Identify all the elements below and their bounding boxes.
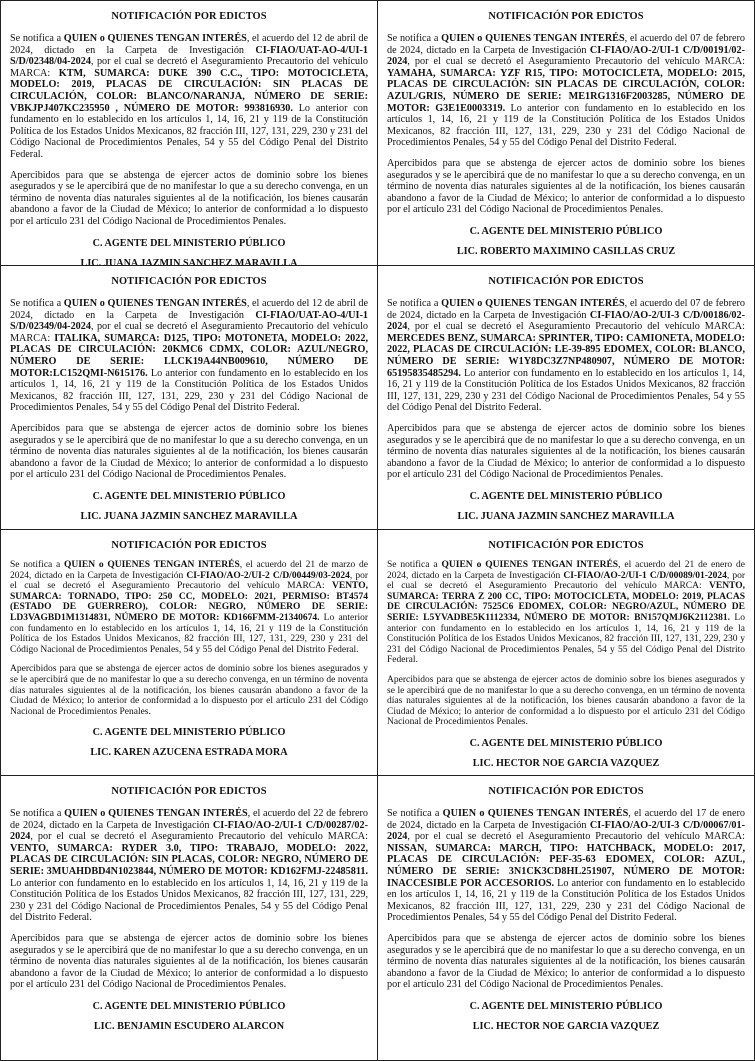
notice-title: NOTIFICACIÓN POR EDICTOS (488, 11, 644, 22)
notice-legal: Lo anterior con fundamento en lo establecido en los artículos 1, 14, 16, 21 y 119 de la Constitución Política de los Estados Unidos Mexicanos, 82 fracción III, 127, 131, 229, 230 y 231 del Código Nacional de Procedimientos Penales, 54 y 55 del Código Penal del Distrito Federal. (387, 102, 745, 149)
notice-intro: Se notifica a (387, 560, 442, 570)
notice-signer: LIC. JUANA JAZMIN SANCHEZ MARAVILLA (457, 510, 675, 522)
notice-party: QUIEN o QUIENES TENGAN INTERÉS (63, 560, 240, 570)
notice-text: , el acuerdo del 22 de febrero de 2024, dictado en la Carpeta de Investigación (10, 808, 369, 831)
notice-warning: Apercibidos para que se abstenga de ejercer actos de dominio sobre los bienes asegurados y se le apercibirá que de no manifestar lo que a su derecho convenga, en un término de noventa días naturales siguientes al de la notificación, los bienes causarán abandono a favor de la Ciudad de México; lo anterior de conformidad a lo dispuesto por el artículo 231 del Código Nacional de Procedimientos Penales. (10, 169, 368, 227)
notice-legal: Lo anterior con fundamento en lo establecido en los artículos 1, 14, 16, 21 y 119 de la Constitución Política de los Estados Unidos Mexicanos, 82 fracción III, 127, 131, 229, 230 y 231 del Código Nacional de Procedimientos Penales, 54 y 55 del Código Penal del Distrito Federal. (387, 877, 745, 924)
notice-party: QUIEN o QUIENES TENGAN INTERÉS (64, 808, 248, 819)
notice-intro: Se notifica a (387, 298, 442, 309)
notice-legal: Lo anterior con fundamento en lo establecido en los artículos 1, 14, 16, 21 y 119 de la Constitución Política de los Estados Unidos Mexicanos, 82 fracción III, 127, 131, 229, 230 y 231 del Código Nacional de Procedimientos Penales, 54 y 55 del Código Penal del Distrito Federal. (10, 367, 368, 414)
notice-title: NOTIFICACIÓN POR EDICTOS (488, 540, 644, 551)
notice-warning: Apercibidos para que se abstenga de ejercer actos de dominio sobre los bienes asegurados y se le apercibirá que de no manifestar lo que a su derecho convenga, en un término de noventa días naturales siguientes al de la notificación, los bienes causarán abandono a favor de la Ciudad de México; lo anterior de conformidad a lo dispuesto por el artículo 231 del Código Nacional de Procedimientos Penales. (387, 932, 745, 991)
notice-role: C. AGENTE DEL MINISTERIO PÚBLICO (92, 1000, 286, 1012)
notice-party: QUIEN o QUIENES TENGAN INTERÉS (63, 33, 247, 44)
notice-legal: Lo anterior con fundamento en lo establecido en los artículos 1, 14, 16, 21 y 119 de la Constitución Política de los Estados Unidos Mexicanos, 82 fracción III, 127, 131, 229, 230 y 231 del Código Nacional de Procedimientos Penales, 54 y 55 del Código Penal del Distrito Federal. (10, 102, 368, 160)
notice-role: C. AGENTE DEL MINISTERIO PÚBLICO (92, 490, 286, 502)
notice-title: NOTIFICACIÓN POR EDICTOS (111, 11, 267, 22)
notice-text: , por el cual se decretó el Aseguramiento Precautorio del vehículo MARCA: (10, 321, 368, 344)
notice-party: QUIEN o QUIENES TENGAN INTERÉS (441, 33, 625, 44)
notice-signer: LIC. JUANA JAZMIN SANCHEZ MARAVILLA (80, 510, 298, 522)
notice-card (0, 0, 378, 266)
notice-text: , el acuerdo del 12 de abril de 2024, dictado en la Carpeta de Investigación (10, 298, 369, 321)
notice-intro: Se notifica a (387, 808, 443, 819)
notice-body (10, 33, 368, 161)
notice-card (377, 775, 755, 1061)
notice-title: NOTIFICACIÓN POR EDICTOS (111, 276, 267, 287)
notice-legal: Lo anterior con fundamento en lo establecido en los artículos 1, 14, 16, 21 y 119 de la Constitución Política de los Estados Unidos Mexicanos, 82 fracción III, 127, 131, 229, 230 y 231 del Código Nacional de Procedimientos Penales, 54 y 55 del Código Penal del Distrito Federal. (10, 877, 368, 924)
notice-role: C. AGENTE DEL MINISTERIO PÚBLICO (469, 737, 663, 749)
notice-text: , por el cual se decretó el Aseguramiento Precautorio del vehículo MARCA: (407, 831, 745, 843)
notice-vehicle: YAMAHA, SUMARCA: YZF R15, TIPO: MOTOCICLETA, MODELO: 2015, PLACAS DE CIRCULACIÓN: SIN PLACAS DE CIRCULACIÓN, COLOR: AZUL/GRIS, NÚMERO DE SERIE: ME1RG1316F2003285, NÚMERO DE MOTOR: G3E1E0003319. (387, 67, 745, 114)
notice-folder: CI-FIAO/AO-2/UI-1 C/D/00191/02-2024 (387, 44, 745, 68)
notice-text: , el acuerdo del 17 de enero de 2024, dictado en la Carpeta de Investigación (387, 808, 746, 831)
notice-role: C. AGENTE DEL MINISTERIO PÚBLICO (469, 1000, 663, 1012)
notice-body (387, 560, 745, 666)
notice-signer: LIC. HECTOR NOE GARCIA VAZQUEZ (472, 1020, 660, 1032)
notice-body (10, 298, 368, 414)
notice-legal: Lo anterior con fundamento en lo establecido en los artículos 1, 14, 16, 21 y 119 de la Constitución Política de los Estados Unidos Mexicanos, 82 fracción III, 127, 131, 229, 230 y 231 del Código Nacional de Procedimientos Penales, 54 y 55 del Código Penal del Distrito Federal. (387, 612, 745, 666)
notice-warning: Apercibidos para que se abstenga de ejercer actos de dominio sobre los bienes asegurados y se le apercibirá que de no manifestar lo que a su derecho convenga, en un término de noventa días naturales siguientes al de la notificación, los bienes causarán abandono a favor de la Ciudad de México; lo anterior de conformidad a lo dispuesto por el artículo 231 del Código Nacional de Procedimientos Penales. (10, 932, 368, 991)
notice-folder: CI-FIAO/AO-2/UI-3 C/D/00067/01-2024 (387, 819, 745, 843)
notice-party: QUIEN o QUIENES TENGAN INTERÉS (442, 808, 629, 819)
notice-warning: Apercibidos para que se abstenga de ejercer actos de dominio sobre los bienes asegurados y se le apercibirá que de no manifestar lo que a su derecho convenga, en un término de noventa días naturales siguientes al de la notificación, los bienes causarán abandono a favor de la Ciudad de México; lo anterior de conformidad a lo dispuesto por el artículo 231 del Código Nacional de Procedimientos Penales. (387, 157, 745, 216)
notice-intro: Se notifica a (387, 33, 442, 44)
notice-body (387, 33, 745, 149)
notice-text: , por el cual se decretó el Aseguramiento Precautorio del vehículo MARCA: (407, 321, 745, 333)
notice-folder: CI-FIAO/AO-2/UI-2 C/D/00449/03-2024 (186, 570, 350, 581)
notice-text: , el acuerdo del 07 de febrero de 2024, dictado en la Carpeta de Investigación (387, 298, 746, 321)
notice-folder: CI-FIAO/AO-2/UI-1 C/D/00089/01-2024 (563, 570, 727, 581)
notice-text: , el acuerdo del 21 de enero de 2024, dictado en la Carpeta de Investigación (387, 560, 746, 581)
notice-vehicle: MERCEDES BENZ, SUMARCA: SPRINTER, TIPO: CAMIONETA, MODELO: 2022, PLACAS DE CIRCULACIÓN: LE-39-895 EDOMEX, COLOR: BLANCO, NÚMERO DE SERIE: W1Y8DC3Z7NP480907, NÚMERO DE MOTOR: 65195835485294. (387, 332, 745, 379)
notice-role: C. AGENTE DEL MINISTERIO PÚBLICO (469, 490, 663, 502)
notice-body (10, 808, 368, 924)
notice-vehicle: VENTO, SUMARCA: TERRA Z 200 CC, TIPO: MOTOCICLETA, MODELO: 2019, PLACAS DE CIRCULACIÓN: 7525C6 EDOMEX, COLOR: NEGRO/AZUL, NÚMERO DE SERIE: L5YVADBE5K1112334, NÚMERO DE MOTOR: BN157QMJ6K2112381. (387, 581, 745, 623)
notice-body (387, 808, 745, 924)
notice-text: , el acuerdo del 07 de febrero de 2024, dictado en la Carpeta de Investigación (387, 33, 746, 56)
notice-title: NOTIFICACIÓN POR EDICTOS (111, 540, 267, 551)
notice-vehicle: KTM, SUMARCA: DUKE 390 C.C., TIPO: MOTOCICLETA, MODELO: 2019, PLACAS DE CIRCULACIÓN: SIN PLACAS DE CIRCULACIÓN, COLOR: BLANCO/NARANJA, NÚMERO DE SERIE: VBKJPJ407KC235950 , NÚMERO DE MOTOR: 993816930. (10, 67, 368, 114)
notice-body (10, 560, 368, 655)
notice-vehicle: VENTO, SUMARCA: TORNADO, TIPO: 250 CC, MODELO: 2021, PERMISO: BT4574 (ESTADO DE GUERRERO), COLOR: NEGRO, NÚMERO DE SERIE: LD3VAGBD1M1314831, NÚMERO DE MOTOR: KD166FMM-21340674. (10, 581, 368, 623)
notice-role: C. AGENTE DEL MINISTERIO PÚBLICO (92, 237, 286, 249)
notice-folder: CI-FIAO/AO-2/UI-1 C/D/00287/02-2024 (10, 819, 368, 843)
notice-card (0, 265, 378, 530)
notice-warning: Apercibidos para que se abstenga de ejercer actos de dominio sobre los bienes asegurados y se le apercibirá que de no manifestar lo que a su derecho convenga, en un término de noventa días naturales siguientes al de la notificación, los bienes causarán abandono a favor de la Ciudad de México; lo anterior de conformidad a lo dispuesto por el artículo 231 del Código Nacional de Procedimientos Penales. (387, 422, 745, 481)
notice-signer: LIC. KAREN AZUCENA ESTRADA MORA (90, 747, 288, 759)
notice-text: , por el cual se decretó el Aseguramiento Precautorio del vehículo MARCA: (387, 570, 745, 592)
notice-party: QUIEN o QUIENES TENGAN INTERÉS (441, 298, 625, 309)
notice-intro: Se notifica a (10, 560, 64, 570)
notice-title: NOTIFICACIÓN POR EDICTOS (111, 786, 267, 797)
notice-intro: Se notifica a (10, 33, 64, 44)
notice-party: QUIEN o QUIENES TENGAN INTERÉS (441, 560, 619, 570)
notice-text: , el acuerdo del 21 de marzo de 2024, dictado en la Carpeta de Investigación (10, 560, 368, 581)
notice-legal: Lo anterior con fundamento en lo establecido en los artículos 1, 14, 16, 21 y 119 de la Constitución Política de los Estados Unidos Mexicanos, 82 fracción III, 127, 131, 229, 230 y 231 del Código Nacional de Procedimientos Penales, 54 y 55 del Código Penal del Distrito Federal. (10, 612, 368, 655)
notice-vehicle: NISSAN, SUMARCA: MARCH, TIPO: HATCHBACK, MODELO: 2017, PLACAS DE CIRCULACIÓN: PEF-35-63 EDOMEX, COLOR: AZUL, NÚMERO DE SERIE: 3N1CK3CD8HL251907, NÚMERO DE MOTOR: INACCESIBLE POR ACCESORIOS. (387, 842, 745, 889)
notice-title: NOTIFICACIÓN POR EDICTOS (488, 786, 644, 797)
notice-card (0, 529, 378, 776)
notice-signer: LIC. HECTOR NOE GARCIA VAZQUEZ (472, 757, 660, 769)
notice-folder: CI-FIAO/AO-2/UI-3 C/D/00186/02-2024 (387, 309, 745, 333)
notice-title: NOTIFICACIÓN POR EDICTOS (488, 276, 644, 287)
notice-warning: Apercibidos para que se abstenga de ejercer actos de dominio sobre los bienes asegurados y se le apercibirá que de no manifestar lo que a su derecho convenga, en un término de noventa días naturales siguientes al de la notificación, los bienes causarán abandono a favor de la Ciudad de México; lo anterior de conformidad a lo dispuesto por el artículo 231 del Código Nacional de Procedimientos Penales. (10, 664, 368, 717)
notice-card (377, 265, 755, 530)
notice-folder: CI-FIAO/UAT-AO-4/UI-1 S/D/02349/04-2024 (10, 309, 368, 333)
notice-role: C. AGENTE DEL MINISTERIO PÚBLICO (92, 727, 286, 739)
notice-text: , el acuerdo del 12 de abril de 2024, dictado en la Carpeta de Investigación (10, 33, 369, 56)
notice-text: , por el cual se decretó el Aseguramiento Precautorio del vehículo MARCA: (10, 570, 368, 592)
notice-legal: Lo anterior con fundamento en lo establecido en los artículos 1, 14, 16, 21 y 119 de la Constitución Política de los Estados Unidos Mexicanos, 82 fracción III, 127, 131, 229, 230 y 231 del Código Nacional de Procedimientos Penales, 54 y 55 del Código Penal del Distrito Federal. (387, 367, 745, 414)
notice-card (0, 775, 378, 1061)
notice-text: , por el cual se decretó el Aseguramiento Precautorio del vehículo MARCA: (407, 56, 745, 68)
notice-vehicle: ITALIKA, SUMARCA: D125, TIPO: MOTONETA, MODELO: 2022, PLACAS DE CIRCULACIÓN: 20KMC6 CDMX, COLOR: AZUL/NEGRO, NÚMERO DE SERIE: LLCK19A44NB009610, NÚMERO DE MOTOR:LC152QMI-N615176. (10, 332, 368, 379)
notice-signer: LIC. BENJAMIN ESCUDERO ALARCON (93, 1020, 285, 1032)
notice-text: , por el cual se decretó el Aseguramiento Precautorio del vehículo MARCA: (30, 831, 368, 843)
notice-warning: Apercibidos para que se abstenga de ejercer actos de dominio sobre los bienes asegurados y se le apercibirá que de no manifestar lo que a su derecho convenga, en un término de noventa días naturales siguientes al de la notificación, los bienes causarán abandono a favor de la Ciudad de México; lo anterior de conformidad a lo dispuesto por el artículo 231 del Código Nacional de Procedimientos Penales. (10, 422, 368, 481)
notice-folder: CI-FIAO/UAT-AO-4/UI-1 S/D/02348/04-2024 (10, 44, 368, 68)
notice-body (387, 298, 745, 414)
notice-role: C. AGENTE DEL MINISTERIO PÚBLICO (469, 225, 663, 237)
notice-signer: LIC. JUANA JAZMIN SANCHEZ MARAVILLA (80, 257, 298, 266)
notice-signer: LIC. ROBERTO MAXIMINO CASILLAS CRUZ (456, 245, 676, 257)
notice-party: QUIEN o QUIENES TENGAN INTERÉS (63, 298, 247, 309)
notice-vehicle: VENTO, SUMARCA: RYDER 3.0, TIPO: TRABAJO, MODELO: 2022, PLACAS DE CIRCULACIÓN: SIN PLACAS, COLOR: NEGRO, NÚMERO DE SERIE: 3MUAHDBD4N1023844, NÚMERO DE MOTOR: KD162FMJ-22485811. (10, 842, 368, 877)
notice-card (377, 529, 755, 776)
notice-card (377, 0, 755, 266)
notice-intro: Se notifica a (10, 298, 64, 309)
notice-text: , por el cual se decretó el Aseguramiento Precautorio del vehículo MARCA: (10, 56, 368, 79)
notice-intro: Se notifica a (10, 808, 65, 819)
notice-warning: Apercibidos para que se abstenga de ejercer actos de dominio sobre los bienes asegurados y se le apercibirá que de no manifestar lo que a su derecho convenga, en un término de noventa días naturales siguientes al de la notificación, los bienes causarán abandono a favor de la Ciudad de México; lo anterior de conformidad a lo dispuesto por el artículo 231 del Código Nacional de Procedimientos Penales. (387, 674, 745, 728)
